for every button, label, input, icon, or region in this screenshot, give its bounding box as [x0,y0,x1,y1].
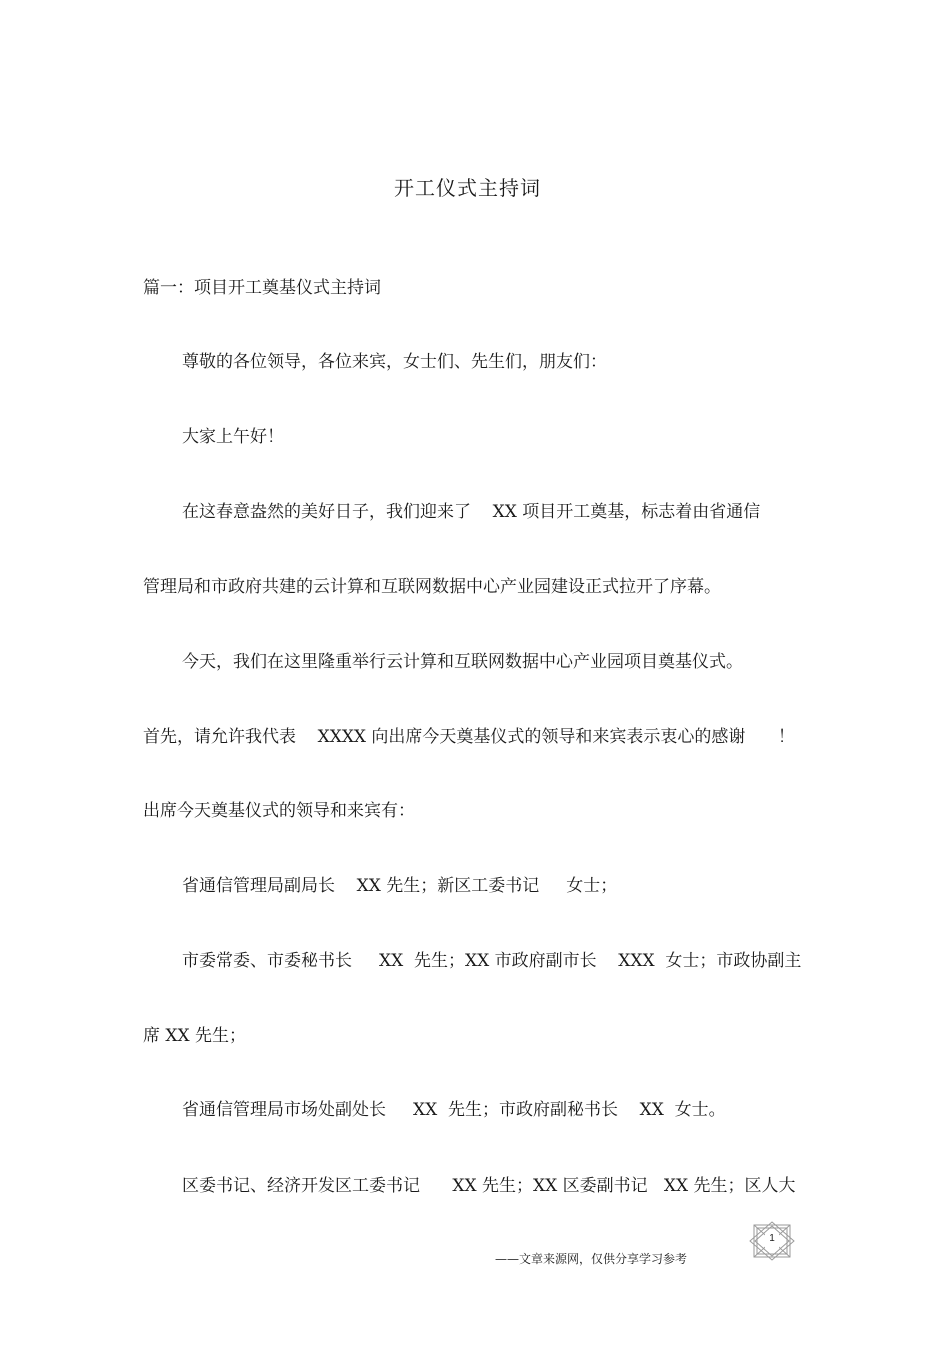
paragraph-line: 管理局和市政府共建的云计算和互联网数据中心产业园建设正式拉开了序幕。 [143,577,721,597]
paragraph-line: 区委书记、经济开发区工委书记 XX 先生；XX 区委副书记 XX 先生；区人大 [182,1176,796,1196]
paragraph-line: 出席今天奠基仪式的领导和来宾有： [143,801,415,821]
paragraph-line: 省通信管理局市场处副处长 XX 先生；市政府副秘书长 XX 女士。 [182,1100,726,1120]
paragraph-line: 席 XX 先生； [143,1026,247,1046]
document-title: 开工仪式主持词 [394,176,541,200]
section-heading: 篇一：项目开工奠基仪式主持词 [143,278,381,298]
paragraph-line: 大家上午好！ [182,427,284,447]
paragraph-line: 市委常委、市委秘书长 XX 先生；XX 市政府副市长 XXX 女士；市政协副主 [182,951,802,971]
page-number: 1 [769,1233,775,1244]
paragraph-line: 今天，我们在这里隆重举行云计算和互联网数据中心产业园项目奠基仪式。 [182,652,743,672]
footer-source-note: ——文章来源网，仅供分享学习参考 [495,1252,688,1266]
paragraph-line: 尊敬的各位领导，各位来宾，女士们、先生们，朋友们： [182,352,607,372]
paragraph-line: 在这春意盎然的美好日子，我们迎来了 XX 项目开工奠基，标志着由省通信 [182,502,761,522]
paragraph-line: 省通信管理局副局长 XX 先生；新区工委书记 女士； [182,876,618,896]
page-number-badge [748,1221,796,1261]
paragraph-line: 首先，请允许我代表 XXXX 向出席今天奠基仪式的领导和来宾表示衷心的感谢 ！ [143,727,795,747]
